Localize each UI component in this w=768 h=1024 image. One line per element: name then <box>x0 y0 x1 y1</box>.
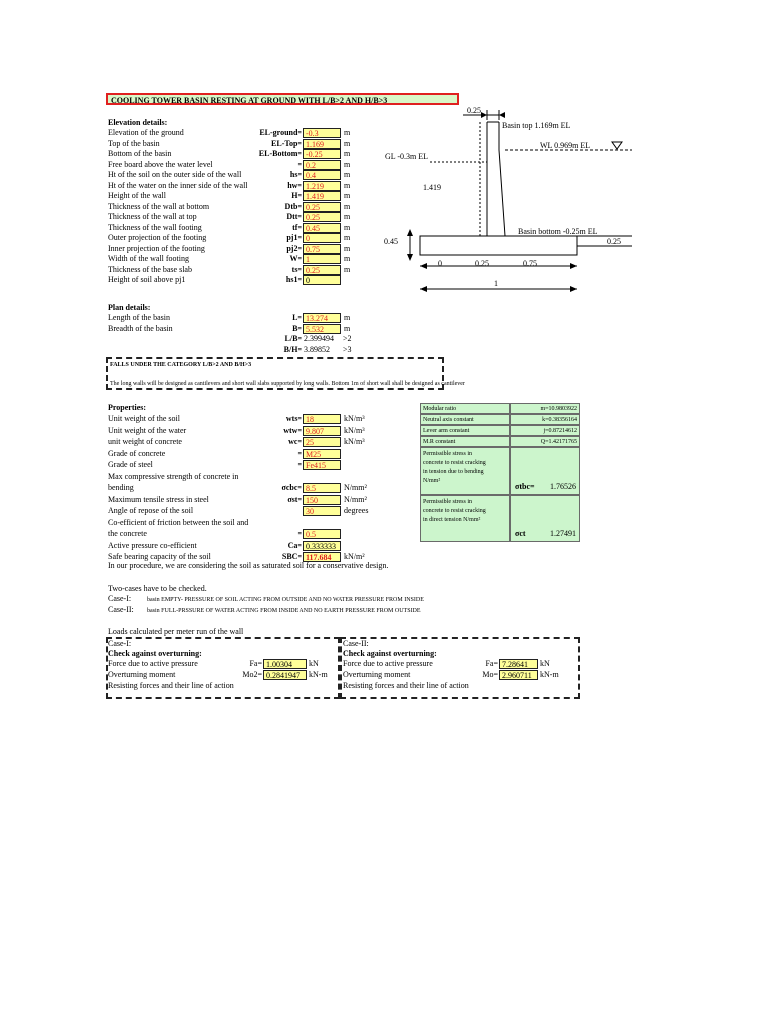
row-description: Unit weight of the water <box>108 425 187 435</box>
footing-outline <box>420 236 577 255</box>
case1-label: Case-I: <box>108 594 132 603</box>
ratio-symbol: L/B= <box>284 334 302 343</box>
constant-symbol: k= <box>542 417 549 423</box>
row-symbol: = <box>297 460 302 469</box>
stress-desc-line: in direct tension N/mm² <box>423 517 481 523</box>
stress-desc-line: Permissible stress in <box>423 499 472 505</box>
plan-heading: Plan details: <box>108 303 151 312</box>
row-value-cell[interactable]: 0.75 <box>303 244 341 254</box>
row-unit: m <box>344 254 351 263</box>
row-value-cell[interactable]: 0.2 <box>303 160 341 170</box>
diagram-height: 1.419 <box>423 183 441 192</box>
row-value-cell[interactable]: 0.45 <box>303 223 341 233</box>
row-symbol: L= <box>292 313 302 322</box>
diagram-slab: 0.25 <box>607 237 621 246</box>
footing-arrow-down <box>407 254 413 261</box>
row-symbol: Dtb= <box>284 201 302 211</box>
row-unit: m <box>344 201 351 211</box>
bottom-arrow-right <box>570 263 577 269</box>
row-description: Height of soil above pj1 <box>108 275 186 284</box>
row-description: Grade of concrete <box>108 448 166 458</box>
row-symbol: σst= <box>287 494 302 504</box>
row-description: Height of the wall <box>108 191 166 200</box>
row-symbol: Ca= <box>287 540 302 550</box>
row-description: Thickness of the base slab <box>108 264 192 274</box>
top-arrow-left <box>481 112 487 118</box>
load-check-heading: Check against overturning: <box>108 649 202 658</box>
row-value-cell[interactable]: 0.25 <box>303 212 341 222</box>
constant-desc-cell: Neutral axis constant <box>420 414 510 425</box>
constant-value: 0.38356164 <box>548 417 577 423</box>
row-description: Top of the basin <box>108 138 160 148</box>
row-unit: m <box>344 149 351 158</box>
case1-text: basin EMPTY- PRESSURE OF SOIL ACTING FROM OUTSIDE AND NO WATER PRESSURE FROM INSIDE <box>147 597 424 603</box>
row-symbol: = <box>297 529 302 538</box>
row-symbol: SBC= <box>281 552 302 561</box>
row-description: Inner projection of the footing <box>108 243 205 253</box>
water-level-marker <box>612 142 622 149</box>
constant-desc-cell: M.R constant <box>420 436 510 447</box>
ratio-compare: >2 <box>343 334 352 343</box>
row-description: Ht of the water on the inner side of the wall <box>108 180 248 190</box>
row-unit: m <box>344 159 351 169</box>
row-symbol: = <box>297 448 302 458</box>
row-value-cell[interactable]: 1.419 <box>303 191 341 201</box>
sheet-title: COOLING TOWER BASIN RESTING AT GROUND WITH L/B>2 AND H/B>3 <box>106 93 459 105</box>
row-description: Bottom of the basin <box>108 149 172 158</box>
diagram-basin-bottom: Basin bottom -0.25m EL <box>518 227 598 236</box>
stress-desc-line: Permissible stress in <box>423 451 472 457</box>
row-symbol: Dtt= <box>286 212 302 221</box>
row-symbol: wtw= <box>283 425 302 435</box>
row-unit: m <box>344 222 351 232</box>
row-symbol: σcbc= <box>281 483 302 492</box>
diagram-basin-top: Basin top 1.169m EL <box>502 121 571 130</box>
row-value-cell[interactable]: 18 <box>303 414 341 424</box>
stress-value-cell <box>510 495 580 542</box>
row-unit: N/mm² <box>344 494 367 504</box>
row-unit: m <box>344 138 351 148</box>
load-row-unit: kN-m <box>309 670 328 679</box>
load-row-unit: kN <box>540 659 550 668</box>
diagram-width: 1 <box>494 279 498 288</box>
category-line-1: FALLS UNDER THE CATEGORY L/B>2 AND B/H>3 <box>110 362 252 368</box>
ratio-compare: >3 <box>343 344 352 354</box>
row-description: Length of the basin <box>108 313 170 322</box>
row-value-cell[interactable]: 0.5 <box>303 529 341 539</box>
row-symbol: H= <box>291 191 302 200</box>
row-description: Outer projection of the footing <box>108 233 207 242</box>
row-description: Breadth of the basin <box>108 323 173 333</box>
row-unit: kN/m³ <box>344 414 365 423</box>
load-resist-text: Resisting forces and their line of action <box>343 681 469 690</box>
category-box <box>106 357 465 390</box>
row-description: Elevation of the ground <box>108 128 184 137</box>
row-symbol: ts= <box>291 264 302 274</box>
stress-symbol: σct <box>515 529 526 538</box>
row-unit: m <box>344 264 351 274</box>
constant-value: 1.42171765 <box>548 439 577 445</box>
row-description: Unit weight of the soil <box>108 414 180 423</box>
stress-desc-cell <box>420 495 510 542</box>
row-value-cell[interactable]: 1.219 <box>303 181 341 191</box>
row-unit: m <box>344 191 351 200</box>
properties-heading: Properties: <box>108 403 147 412</box>
constant-value-cell <box>510 425 580 436</box>
load-row-value[interactable]: 7.28641 <box>499 659 538 669</box>
loads-heading: Loads calculated per meter run of the wall <box>108 627 244 636</box>
load-row-symbol: Mo2= <box>242 670 262 679</box>
row-symbol: tf= <box>292 222 302 232</box>
row-value-cell[interactable]: 25 <box>303 437 341 447</box>
row-value-cell[interactable]: 0.4 <box>303 170 341 180</box>
row-value-cell[interactable]: 117.684 <box>303 552 341 562</box>
row-symbol: hw= <box>287 180 302 190</box>
load-case-label: Case-II: <box>343 639 369 648</box>
stress-desc-cell <box>420 447 510 495</box>
load-row-desc: Force due to active pressure <box>343 659 433 668</box>
row-symbol: pj1= <box>286 233 302 242</box>
row-value-cell[interactable]: 0 <box>303 275 341 285</box>
row-value-cell[interactable]: 5.532 <box>303 324 341 334</box>
row-value-cell[interactable]: 0.333333 <box>303 541 341 551</box>
properties-note: In our procedure, we are considering the soil as saturated soil for a conservative design. <box>108 561 389 570</box>
constant-value-cell <box>510 436 580 447</box>
bottom-arrow-left <box>420 263 427 269</box>
row-value-cell[interactable]: M25 <box>303 449 341 459</box>
elevation-heading: Elevation details: <box>108 118 168 127</box>
load-row-desc: Overturning moment <box>343 670 411 679</box>
row-symbol: hs1= <box>285 275 302 284</box>
row-value-cell[interactable]: 0.25 <box>303 202 341 212</box>
diagram-footing: 0.45 <box>384 237 398 246</box>
row-unit: m <box>344 243 351 253</box>
diagram-dim2: 0.75 <box>523 259 537 268</box>
constant-desc-cell: Modular ratio <box>420 403 510 414</box>
load-row-desc: Force due to active pressure <box>108 659 198 668</box>
row-value-cell[interactable]: 9.807 <box>303 426 341 436</box>
constant-value: 0.87214612 <box>548 428 577 434</box>
row-value-cell[interactable]: 8.5 <box>303 483 341 493</box>
row-unit: kN/m³ <box>344 425 365 435</box>
row-unit: m <box>344 313 351 322</box>
stress-desc-line: concrete to resist cracking <box>423 508 486 514</box>
case2-text: basin FULL-PRSSURE OF WATER ACTING FROM INSIDE AND NO EARTH PRESSURE FROM OUTSIDE <box>147 608 421 614</box>
category-line-2: The long walls will be designed as cantilevers and short wall slabs supported by long walls. Bottom 1m of short wall shall be designed as cantilever <box>110 381 465 387</box>
row-description: bending <box>108 483 134 492</box>
row-symbol: EL-ground= <box>259 128 302 137</box>
row-description: Width of the wall footing <box>108 254 189 263</box>
load-row-unit: kN-m <box>540 670 559 679</box>
row-unit: m <box>344 233 351 242</box>
diagram-dim1: 0.25 <box>475 259 489 268</box>
load-row-value[interactable]: 2.960711 <box>499 670 538 680</box>
constant-symbol: Q= <box>540 439 549 445</box>
diagram-dim0: 0 <box>438 259 442 268</box>
row-value-cell[interactable]: 0.25 <box>303 265 341 275</box>
width-arrow-left <box>420 286 427 292</box>
row-symbol: hs= <box>289 170 302 179</box>
load-row-symbol: Fa= <box>249 659 262 668</box>
stress-desc-line: concrete to resist cracking <box>423 460 486 466</box>
constant-symbol: m= <box>540 406 549 412</box>
row-unit: m <box>344 323 351 333</box>
diagram-water-level: WL 0.969m EL <box>540 141 591 150</box>
row-description: Thickness of the wall at bottom <box>108 201 210 211</box>
stress-value: 1.76526 <box>550 482 576 491</box>
load-row-symbol: Mo= <box>482 670 498 679</box>
load-row-desc: Overturning moment <box>108 670 176 679</box>
load-case-label: Case-I: <box>108 639 132 648</box>
stress-value: 1.27491 <box>550 529 576 538</box>
stress-symbol: σtbc= <box>515 482 535 491</box>
load-resist-text: Resisting forces and their line of action <box>108 681 234 690</box>
row-value-cell[interactable]: 0 <box>303 233 341 243</box>
row-unit: m <box>344 170 351 179</box>
row-description: Thickness of the wall at top <box>108 212 197 221</box>
wall-taper <box>499 122 505 236</box>
row-value-cell[interactable]: 1.169 <box>303 139 341 149</box>
row-symbol: wts= <box>285 414 302 423</box>
row-value-cell[interactable]: 13.274 <box>303 313 341 323</box>
load-row-value[interactable]: 0.2841947 <box>263 670 307 680</box>
row-value-cell[interactable]: 30 <box>303 506 341 516</box>
constant-symbol: j= <box>543 428 549 434</box>
constant-desc-cell: Lever arm constant <box>420 425 510 436</box>
row-unit: degrees <box>344 506 369 515</box>
row-description: Co-efficient of friction between the soil and <box>108 517 249 527</box>
ratio-value: 2.399494 <box>304 334 334 343</box>
diagram-top-thk: 0.25 <box>467 106 481 115</box>
stress-desc-line: in tension due to bending <box>423 469 484 475</box>
ratio-symbol: B/H= <box>283 344 302 354</box>
diagram-ground: GL -0.3m EL <box>385 152 429 161</box>
load-row-value[interactable]: 1.00304 <box>263 659 307 669</box>
load-row-symbol: Fa= <box>485 659 498 668</box>
width-arrow-right <box>570 286 577 292</box>
row-description: unit weight of concrete <box>108 437 182 446</box>
case2-label: Case-II: <box>108 605 134 614</box>
row-symbol: W= <box>289 254 302 263</box>
footing-arrow-up <box>407 229 413 236</box>
row-symbol: EL-Bottom= <box>258 149 302 158</box>
row-description: Maximum tensile stress in steel <box>108 494 209 504</box>
row-symbol: pj2= <box>286 243 302 253</box>
row-value-cell[interactable]: -0.3 <box>303 128 341 138</box>
row-symbol: wc= <box>288 437 302 446</box>
row-value-cell[interactable]: 150 <box>303 495 341 505</box>
constant-value-cell <box>510 403 580 414</box>
row-symbol: B= <box>292 323 302 333</box>
row-description: Angle of repose of the soil <box>108 506 194 515</box>
ratio-value: 3.89852 <box>304 344 330 354</box>
load-row-unit: kN <box>309 659 319 668</box>
row-value-cell[interactable]: 1 <box>303 254 341 264</box>
stress-value-cell <box>510 447 580 495</box>
row-value-cell[interactable]: -0.25 <box>303 149 341 159</box>
row-unit: m <box>344 212 351 221</box>
load-check-heading: Check against overturning: <box>343 649 437 658</box>
row-description: Max compressive strength of concrete in <box>108 471 239 481</box>
row-unit: m <box>344 128 351 137</box>
row-unit: kN/m³ <box>344 437 365 446</box>
row-description: Active pressure co-efficient <box>108 540 197 550</box>
row-unit: kN/m² <box>344 552 365 561</box>
row-value-cell[interactable]: Fe415 <box>303 460 341 470</box>
cases-intro: Two-cases have to be checked. <box>108 584 207 593</box>
row-description: Safe bearing capacity of the soil <box>108 552 211 561</box>
constant-value-cell <box>510 414 580 425</box>
constant-value: 10.9803922 <box>548 406 577 412</box>
row-unit: m <box>344 180 351 190</box>
row-unit: N/mm² <box>344 483 367 492</box>
row-description: Ht of the soil on the outer side of the wall <box>108 170 242 179</box>
row-description: the concrete <box>108 529 147 538</box>
row-symbol: EL-Top= <box>271 138 302 148</box>
row-description: Free board above the water level <box>108 159 213 169</box>
row-symbol: = <box>297 159 302 169</box>
top-arrow-right <box>499 112 505 118</box>
stress-desc-line: N/mm² <box>423 478 441 484</box>
row-description: Thickness of the wall footing <box>108 222 202 232</box>
row-description: Grade of steel <box>108 460 153 469</box>
